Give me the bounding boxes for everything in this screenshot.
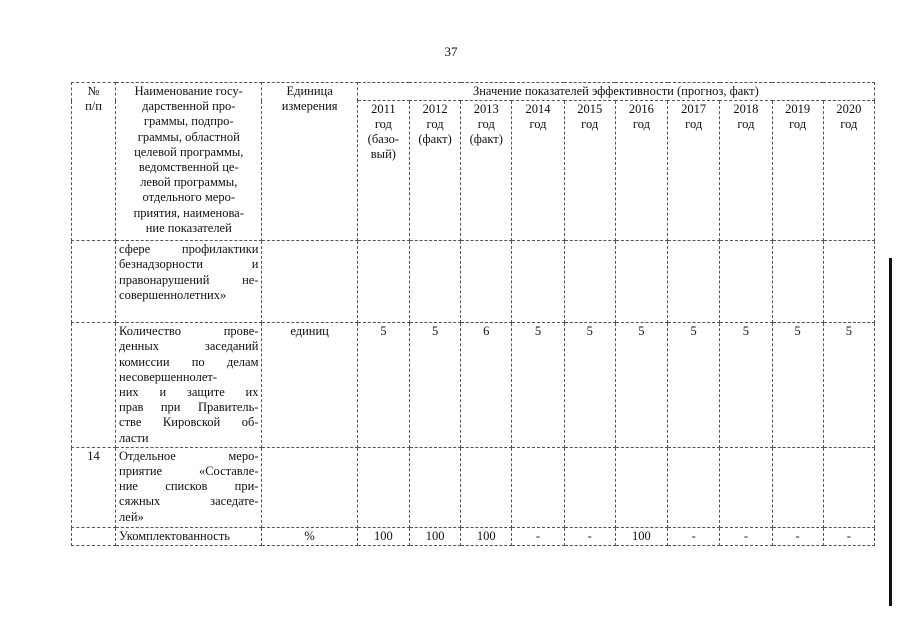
year-suffix: год bbox=[529, 117, 547, 132]
header-num-line2: п/п bbox=[85, 99, 102, 114]
year-label: 2015 bbox=[577, 102, 603, 117]
header-unit-line1: Единица bbox=[286, 84, 333, 98]
row-value-cell bbox=[357, 447, 409, 527]
year-label: 2014 bbox=[525, 102, 551, 117]
header-year-2017 bbox=[668, 101, 720, 241]
row-value-cell bbox=[668, 447, 720, 527]
row-name-line: ние списков при- bbox=[119, 479, 259, 494]
header-num-cell bbox=[72, 83, 116, 241]
header-year-2011 bbox=[357, 101, 409, 241]
year-suffix: год bbox=[581, 117, 599, 132]
row-name-cell bbox=[116, 447, 262, 527]
row-unit-cell bbox=[262, 241, 357, 323]
row-name-line: правонарушений не- bbox=[119, 272, 259, 287]
row-value-cell: - bbox=[720, 527, 772, 545]
header-year-2012 bbox=[409, 101, 460, 241]
year-suffix: год bbox=[685, 117, 703, 132]
row-name-line: сяжных заседате- bbox=[119, 494, 259, 509]
year-suffix: год bbox=[374, 117, 392, 132]
row-value-cell bbox=[409, 447, 460, 527]
year-note: вый) bbox=[370, 147, 396, 162]
row-value-cell: 5 bbox=[357, 323, 409, 448]
row-name-cell: Укомплектованность bbox=[116, 527, 262, 545]
header-unit-line2: измерения bbox=[281, 99, 338, 114]
row-name-line: безнадзорности и bbox=[119, 257, 259, 272]
header-year-2019 bbox=[772, 101, 823, 241]
header-year-2018 bbox=[720, 101, 772, 241]
year-suffix: год bbox=[426, 117, 444, 132]
year-note: (факт) bbox=[469, 132, 503, 147]
row-value-cell: 5 bbox=[823, 323, 874, 448]
year-note: (базо- bbox=[367, 132, 400, 147]
header-name-line: граммы, подпро- bbox=[143, 114, 234, 129]
table-row bbox=[72, 241, 875, 323]
year-label: 2018 bbox=[733, 102, 759, 117]
header-num-line1: № bbox=[87, 84, 100, 98]
header-unit-cell bbox=[262, 83, 357, 241]
row-name-line: несовершеннолет- bbox=[119, 369, 218, 384]
row-name-line: прав при Правитель- bbox=[119, 400, 259, 415]
row-name-line: сфере профилактики bbox=[119, 242, 259, 257]
row-value-cell bbox=[615, 241, 667, 323]
row-unit-cell: единиц bbox=[262, 323, 357, 448]
table-row bbox=[72, 447, 875, 527]
year-label: 2012 bbox=[422, 102, 448, 117]
header-name-line: приятия, наименова- bbox=[133, 205, 244, 220]
row-value-cell: 5 bbox=[564, 323, 615, 448]
row-value-cell bbox=[615, 447, 667, 527]
row-unit-cell bbox=[262, 447, 357, 527]
header-name-line: граммы, областной bbox=[137, 129, 240, 144]
row-value-cell bbox=[668, 241, 720, 323]
year-label: 2016 bbox=[628, 102, 654, 117]
row-value-cell bbox=[772, 447, 823, 527]
row-num-cell bbox=[72, 527, 116, 545]
row-value-cell: 5 bbox=[668, 323, 720, 448]
header-year-2013 bbox=[461, 101, 512, 241]
header-name-line: ведомственной це- bbox=[138, 160, 239, 175]
row-value-cell bbox=[461, 447, 512, 527]
scan-edge-bar bbox=[889, 258, 892, 606]
year-suffix: год bbox=[632, 117, 650, 132]
row-value-cell bbox=[823, 241, 874, 323]
row-value-cell bbox=[823, 447, 874, 527]
year-suffix: год bbox=[840, 117, 858, 132]
row-value-cell: - bbox=[668, 527, 720, 545]
row-value-cell bbox=[357, 241, 409, 323]
header-name-line: ние показателей bbox=[145, 220, 232, 235]
header-name-line: дарственной про- bbox=[142, 99, 236, 114]
header-name-line: отдельного меро- bbox=[142, 190, 235, 205]
header-year-2014 bbox=[512, 101, 564, 241]
row-num-cell: 14 bbox=[72, 447, 116, 527]
header-values-title: Значение показателей эффективности (прогноз, факт) bbox=[357, 83, 874, 101]
year-suffix: год bbox=[477, 117, 495, 132]
year-label: 2020 bbox=[836, 102, 862, 117]
row-name-line: совершеннолетних» bbox=[119, 287, 227, 302]
header-row-1 bbox=[72, 83, 875, 101]
row-value-cell bbox=[512, 241, 564, 323]
row-value-cell bbox=[772, 241, 823, 323]
row-value-cell bbox=[512, 447, 564, 527]
row-value-cell bbox=[720, 447, 772, 527]
header-name-cell bbox=[116, 83, 262, 241]
row-value-cell: 100 bbox=[615, 527, 667, 545]
year-label: 2011 bbox=[371, 102, 396, 117]
year-label: 2019 bbox=[785, 102, 811, 117]
row-name-line: денных заседаний bbox=[119, 339, 259, 354]
row-value-cell bbox=[564, 447, 615, 527]
row-value-cell: 100 bbox=[461, 527, 512, 545]
row-name-line: лей» bbox=[119, 509, 144, 524]
row-name-line: них и защите их bbox=[119, 385, 259, 400]
performance-indicators-table bbox=[71, 82, 875, 546]
row-name-cell bbox=[116, 323, 262, 448]
row-value-cell: 5 bbox=[720, 323, 772, 448]
header-name-line: Наименование госу- bbox=[134, 84, 243, 98]
row-unit-cell: % bbox=[262, 527, 357, 545]
row-value-cell bbox=[720, 241, 772, 323]
row-value-cell: 5 bbox=[512, 323, 564, 448]
year-label: 2013 bbox=[473, 102, 499, 117]
row-name-line: ласти bbox=[119, 430, 149, 445]
header-year-2015 bbox=[564, 101, 615, 241]
row-name-line: приятие «Составле- bbox=[119, 464, 259, 479]
row-value-cell: 6 bbox=[461, 323, 512, 448]
row-num-cell bbox=[72, 241, 116, 323]
row-name-line: стве Кировской об- bbox=[119, 415, 259, 430]
row-value-cell: 5 bbox=[615, 323, 667, 448]
row-value-cell bbox=[564, 241, 615, 323]
year-suffix: год bbox=[737, 117, 755, 132]
row-value-cell: 100 bbox=[409, 527, 460, 545]
table-row bbox=[72, 527, 875, 545]
year-suffix: год bbox=[789, 117, 807, 132]
page-number: 37 bbox=[444, 44, 458, 59]
row-value-cell: 100 bbox=[357, 527, 409, 545]
row-value-cell bbox=[461, 241, 512, 323]
year-note: (факт) bbox=[418, 132, 452, 147]
row-value-cell: - bbox=[823, 527, 874, 545]
row-value-cell: 5 bbox=[772, 323, 823, 448]
header-year-2020 bbox=[823, 101, 874, 241]
row-value-cell bbox=[409, 241, 460, 323]
header-name-line: левой программы, bbox=[140, 175, 238, 190]
row-name-line: Отдельное меро- bbox=[119, 448, 259, 463]
row-name-line: комиссии по делам bbox=[119, 354, 259, 369]
row-name-cell bbox=[116, 241, 262, 323]
row-num-cell bbox=[72, 323, 116, 448]
table-row bbox=[72, 323, 875, 448]
row-name-line: Количество прове- bbox=[119, 324, 259, 339]
row-value-cell: - bbox=[512, 527, 564, 545]
header-year-2016 bbox=[615, 101, 667, 241]
row-value-cell: - bbox=[564, 527, 615, 545]
year-label: 2017 bbox=[681, 102, 707, 117]
row-value-cell: - bbox=[772, 527, 823, 545]
header-name-line: целевой программы, bbox=[134, 144, 244, 159]
row-value-cell: 5 bbox=[409, 323, 460, 448]
